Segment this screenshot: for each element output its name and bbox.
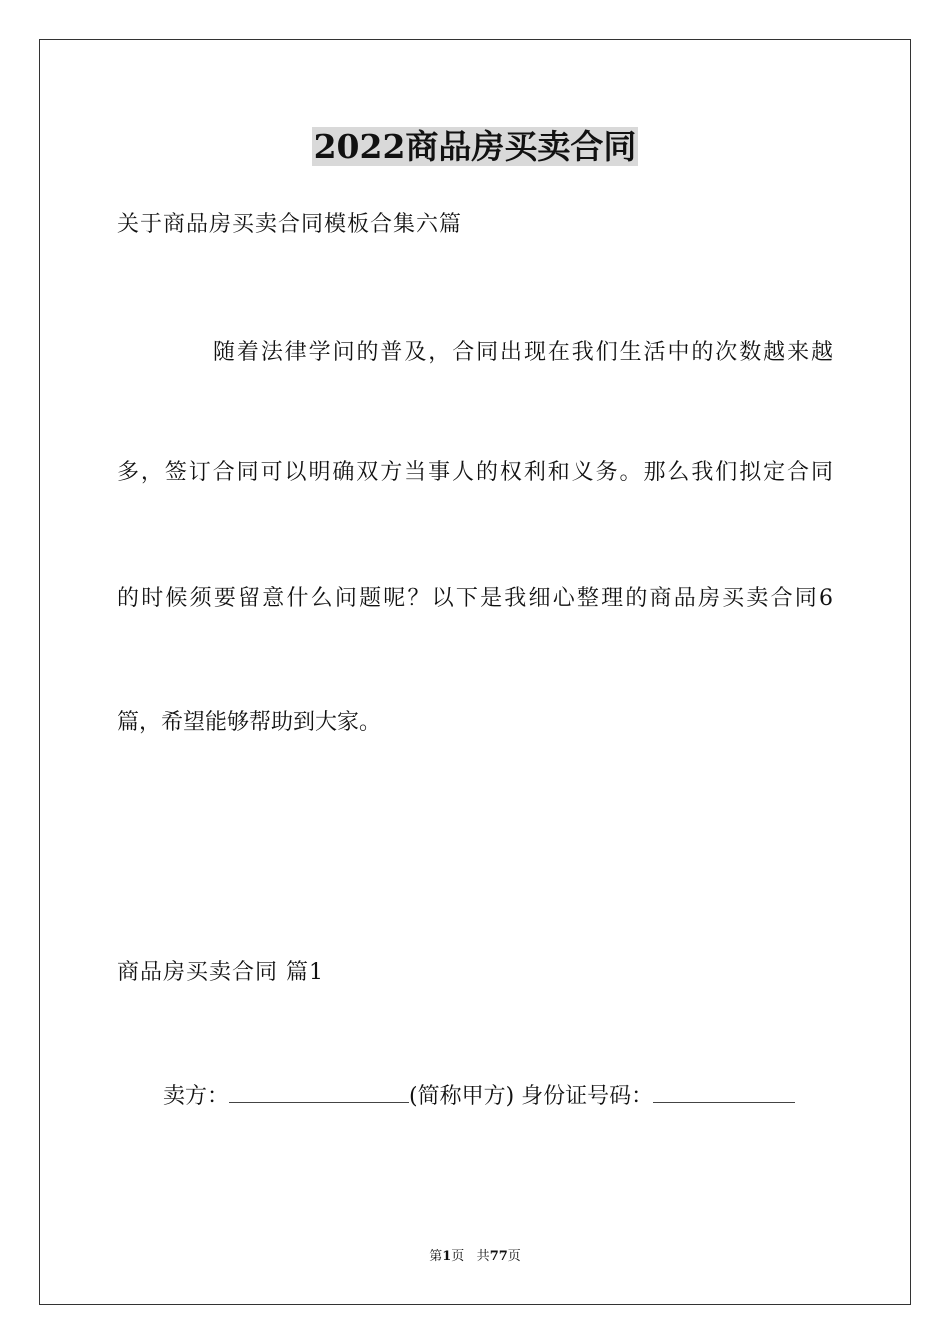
document-subtitle: 关于商品房买卖合同模板合集六篇	[117, 212, 463, 237]
page-footer: 第1页 共77页	[429, 1249, 521, 1264]
seller-line	[163, 1082, 795, 1112]
page-number: 1	[442, 1249, 452, 1264]
intro-line-1: 随着法律学问的普及，合同出现在我们生活中的次数越来越	[213, 340, 833, 365]
seller-id-field[interactable]	[653, 1082, 795, 1103]
seller-note: (简称甲方) 身份证号码：	[409, 1084, 654, 1109]
document-title: 2022商品房买卖合同	[313, 127, 637, 166]
section-heading: 商品房买卖合同 篇1	[117, 960, 324, 985]
intro-line-4: 篇，希望能够帮助到大家。	[117, 710, 382, 735]
intro-line-3: 的时候须要留意什么问题呢？以下是我细心整理的商品房买卖合同6	[117, 586, 833, 611]
total-pages: 77	[489, 1249, 508, 1264]
seller-name-field[interactable]	[229, 1082, 409, 1103]
seller-label: 卖方：	[163, 1084, 230, 1109]
intro-line-2: 多，签订合同可以明确双方当事人的权利和义务。那么我们拟定合同	[117, 460, 833, 485]
